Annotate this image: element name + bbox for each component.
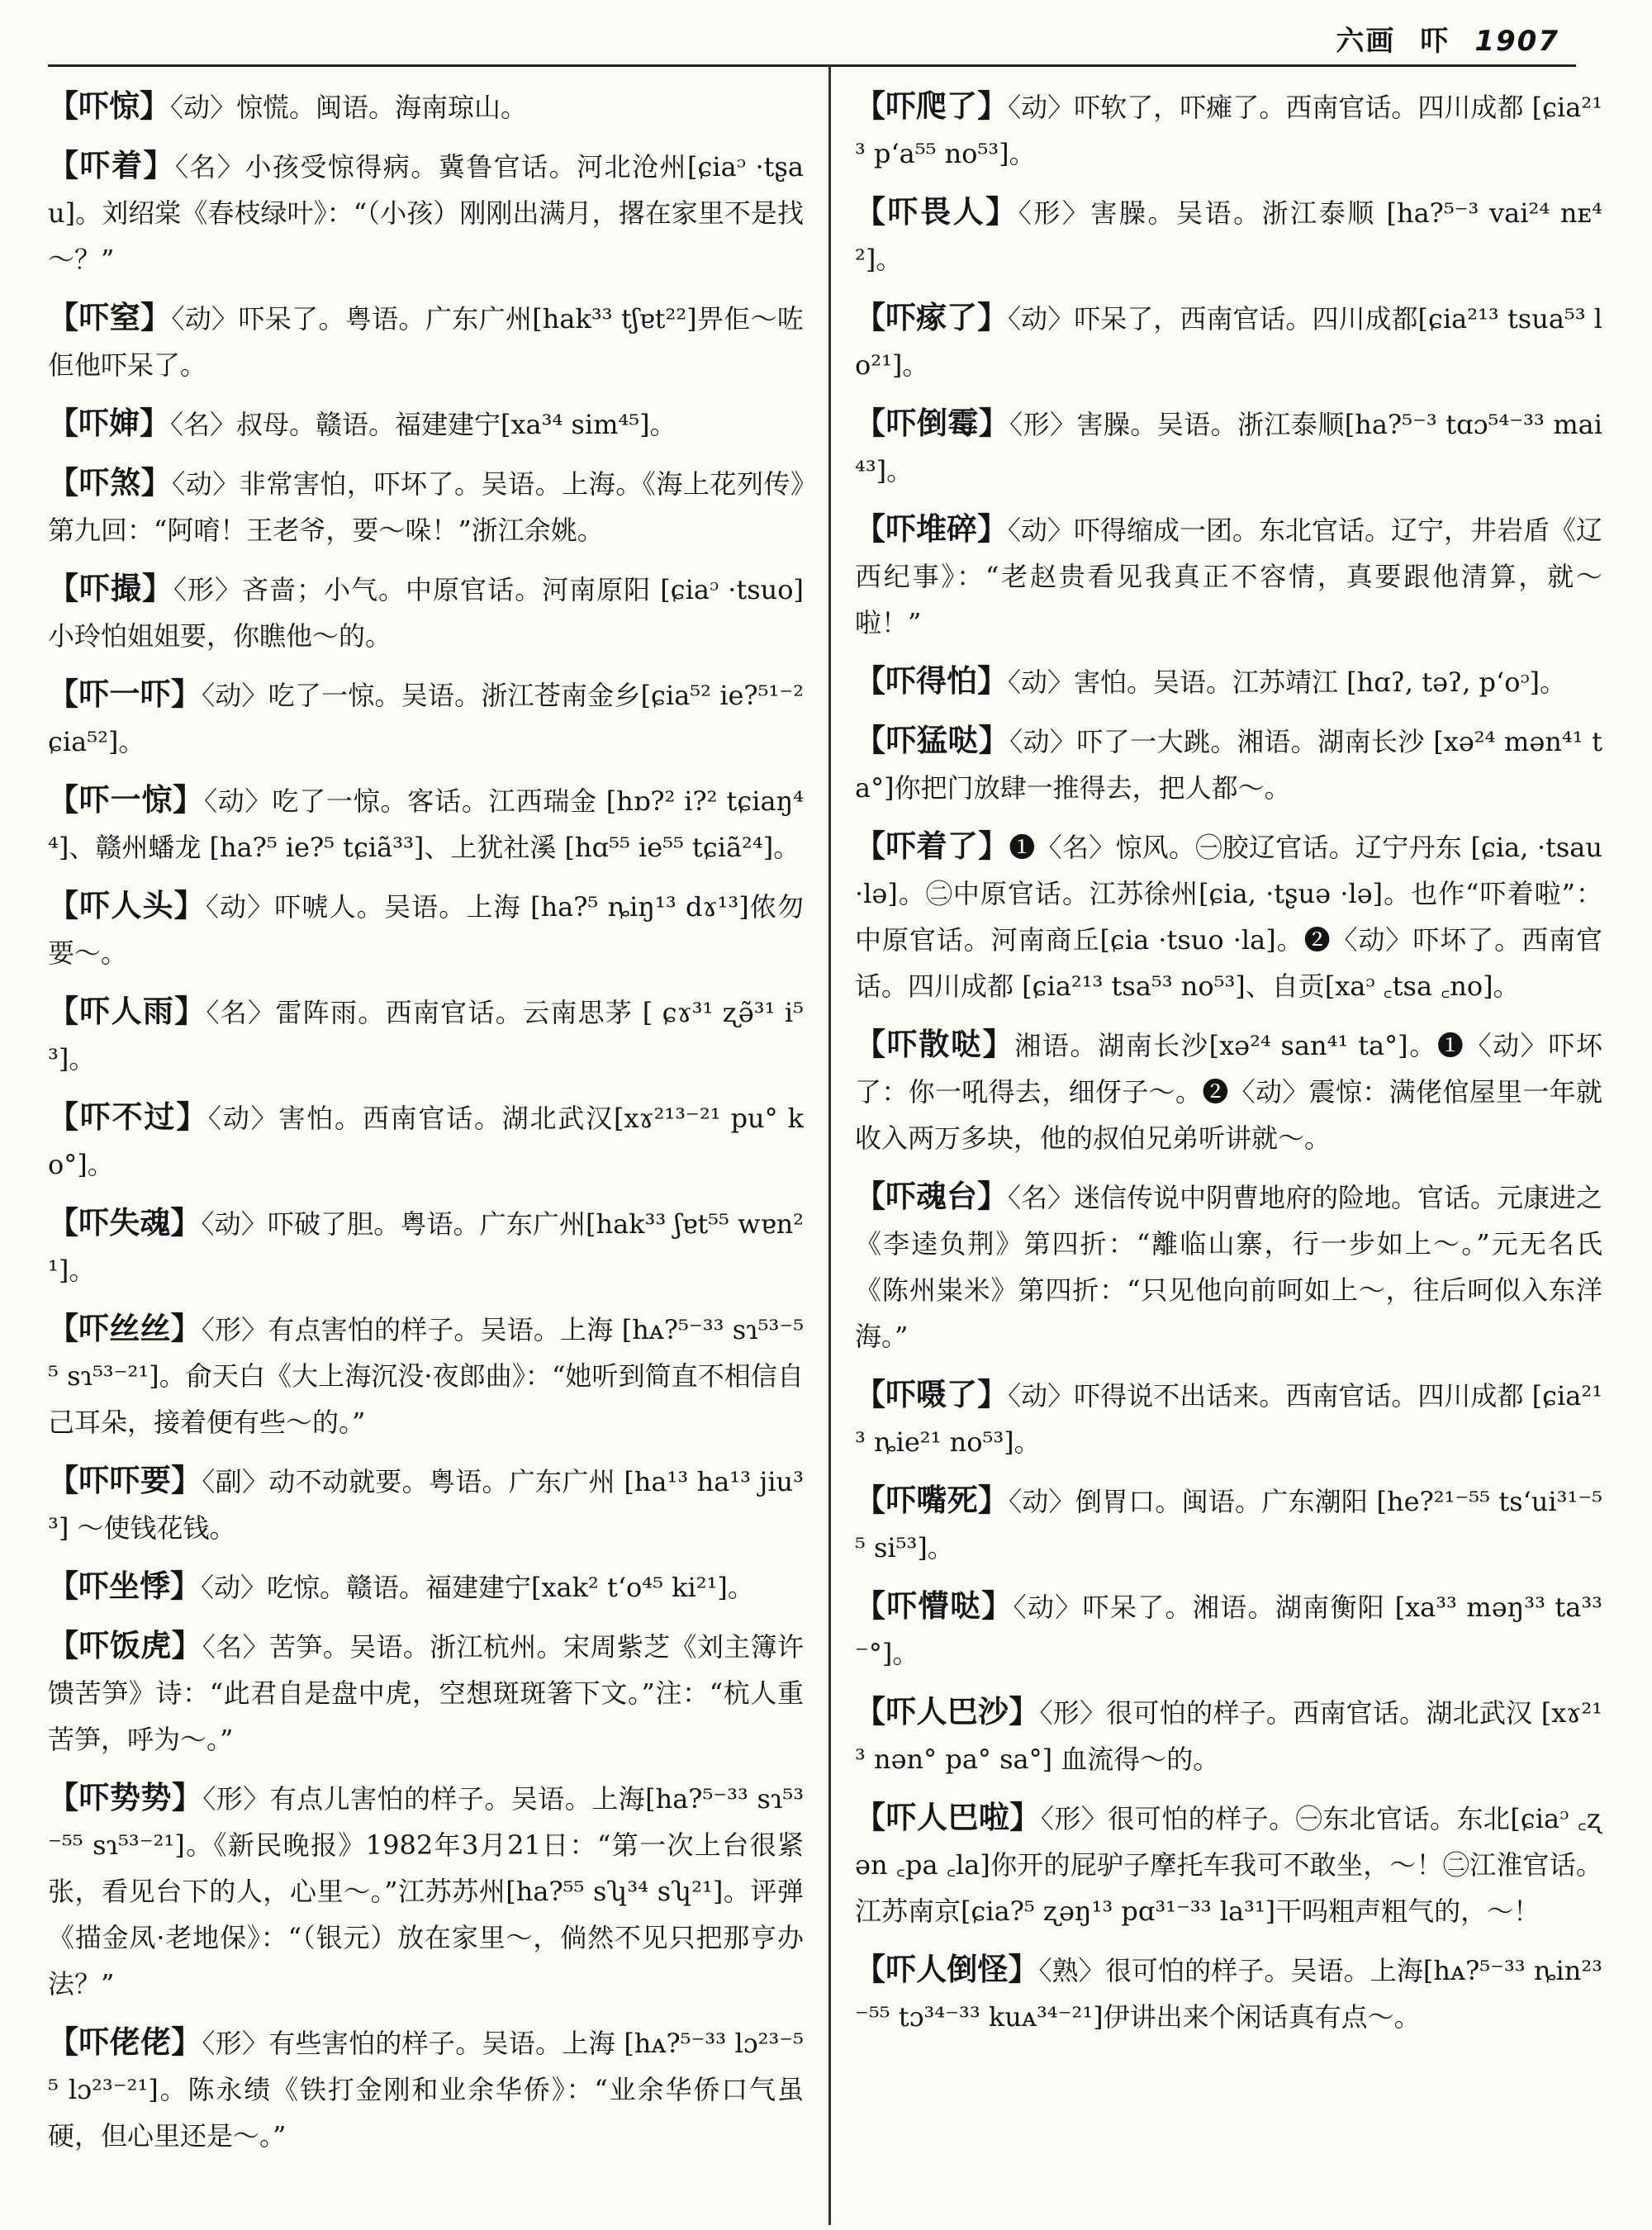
entry-headword: 【吓不过】 [48, 1098, 209, 1135]
left-column [48, 83, 804, 2213]
entry-headword: 【吓饭虎】 [48, 1627, 202, 1663]
dictionary-entry [855, 823, 1602, 1009]
header-char: 吓 [1420, 25, 1450, 58]
dictionary-entry [48, 400, 804, 448]
entry-definition: 〈动〉倒胃口。闽语。广东潮阳 [he?²¹⁻⁵⁵ ts‘ui³¹⁻⁵⁵ si⁵³]。 [855, 1486, 1602, 1563]
entry-definition: 〈形〉有些害怕的样子。吴语。上海 [hᴀ?⁵⁻³³ lɔ²³⁻⁵⁵ lɔ²³⁻²¹]。陈永绩《铁打金刚和业余华侨》：“业余华侨口气虽硬，但心里还是～。” [48, 2028, 804, 2152]
entry-headword: 【吓一惊】 [48, 781, 204, 818]
dictionary-entry [48, 776, 804, 871]
entry-headword: 【吓魂台】 [855, 1178, 1008, 1214]
entry-headword: 【吓丝丝】 [48, 1310, 202, 1346]
entry-headword: 【吓人头】 [48, 887, 206, 923]
entry-headword: 【吓人倒怪】 [855, 1951, 1039, 1987]
entry-headword: 【吓散哒】 [855, 1026, 1015, 1062]
entry-definition: 〈动〉惊慌。闽语。海南琼山。 [170, 92, 528, 123]
entry-headword: 【吓窒】 [48, 299, 172, 335]
dictionary-entry [855, 294, 1602, 388]
entry-headword: 【吓堆碎】 [855, 510, 1008, 547]
entry-headword: 【吓懵哒】 [855, 1587, 1014, 1624]
entry-definition: 〈名〉雷阵雨。西南官话。云南思茅 [ ɕɤ³¹ ʐə̃³¹ i⁵³]。 [48, 997, 804, 1075]
entry-headword: 【吓嗫了】 [855, 1376, 1009, 1412]
entry-definition: 〈动〉吓呆了，西南官话。四川成都[ɕia²¹³ tsua⁵³ lo²¹]。 [855, 303, 1602, 381]
dictionary-entry [48, 988, 804, 1082]
entry-definition: 〈形〉很可怕的样子。西南官话。湖北武汉 [xɤ²¹³ nən° pa° sa°] 血流得～的。 [855, 1697, 1602, 1775]
entry-definition: 〈熟〉很可怕的样子。吴语。上海[hᴀ?⁵⁻³³ ȵin²³⁻⁵⁵ tɔ³⁴⁻³³ kuᴀ³⁴⁻²¹]伊讲出来个闲话真有点～。 [855, 1955, 1602, 2033]
entry-headword: 【吓瘃了】 [855, 299, 1009, 335]
running-header [1336, 18, 1559, 59]
entry-definition: 〈名〉苦笋。吴语。浙江杭州。宋周紫芝《刘主簿许馈苦笋》诗：“此君自是盘中虎，空想斑斑箸下文。”注：“杭人重苦笋，呼为～。” [48, 1631, 804, 1755]
entry-definition: 〈动〉吓了一大跳。湘语。湖南长沙 [xə²⁴ mən⁴¹ ta°]你把门放肆一推得去，把人都～。 [855, 726, 1602, 804]
dictionary-entry [48, 83, 804, 130]
page-number: 1907 [1474, 25, 1559, 58]
entry-definition: 〈动〉吓唬人。吴语。上海 [ha?⁵ ȵiŋ¹³ dɤ¹³]侬勿要～。 [48, 891, 804, 969]
dictionary-entry [855, 1688, 1602, 1782]
entry-headword: 【吓着了】 [855, 828, 1009, 864]
dictionary-entry [48, 142, 804, 282]
entry-definition: 〈动〉害怕。吴语。江苏靖江 [hɑʔ, təʔ, p‘oᵓ]。 [1008, 667, 1567, 698]
entry-headword: 【吓爬了】 [855, 88, 1009, 124]
entry-definition: 湘语。湖南长沙[xə²⁴ san⁴¹ ta°]。❶〈动〉吓坏了：你一吼得去，细伢子～。❷〈动〉震惊：满佬倌屋里一年就收入两万多块，他的叔伯兄弟听讲就～。 [855, 1030, 1602, 1154]
entry-definition: 〈动〉吓破了胆。粤语。广东广州[hak³³ ʃɐt⁵⁵ wɐn²¹]。 [48, 1208, 804, 1286]
entry-headword: 【吓婶】 [48, 405, 170, 441]
dictionary-entry [48, 1774, 804, 2007]
entry-headword: 【吓嘴死】 [855, 1482, 1009, 1518]
entry-definition: ❶〈名〉惊风。㊀胶辽官话。辽宁丹东 [ɕia, ·tsau ·lə]。㊁中原官话。江苏徐州[ɕia, ·tʂuə ·lə]。也作“吓着啦”：中原官话。河南商丘[ɕia ·tsuo ·la]。❷〈动〉吓坏了。西南官话。四川成都 [ɕia²¹³ tsa⁵³ no⁵³]、自贡[xaᵓ ꜀tsa ꜀no]。 [855, 832, 1602, 1002]
dictionary-entry [48, 459, 804, 553]
entry-definition: 〈动〉吓得说不出话来。西南官话。四川成都 [ɕia²¹³ ȵie²¹ no⁵³]。 [855, 1380, 1602, 1458]
entry-definition: 〈名〉叔母。赣语。福建建宁[xa³⁴ sim⁴⁵]。 [170, 409, 676, 440]
entry-headword: 【吓吓要】 [48, 1462, 202, 1498]
entry-definition: 〈动〉非常害怕，吓坏了。吴语。上海。《海上花列传》第九回：“阿唷！王老爷，要～哚！”浙江余姚。 [48, 468, 804, 546]
entry-headword: 【吓得怕】 [855, 662, 1008, 699]
entry-definition: 〈动〉吃了一惊。吴语。浙江苍南金乡[ɕia⁵² ie?⁵¹⁻² ɕia⁵²]。 [48, 680, 804, 757]
dictionary-entry [48, 565, 804, 659]
entry-definition: 〈副〉动不动就要。粤语。广东广州 [ha¹³ ha¹³ jiu³³] ～使钱花钱。 [48, 1466, 804, 1544]
dictionary-entry [855, 83, 1602, 177]
dictionary-entry [855, 1946, 1602, 2040]
dictionary-entry [855, 717, 1602, 811]
dictionary-entry [855, 1173, 1602, 1359]
dictionary-entry [855, 1794, 1602, 1934]
entry-definition: 〈形〉吝啬；小气。中原官话。河南原阳 [ɕiaᵓ ·tsuo]小玲怕姐姐要，你瞧他～的。 [48, 574, 804, 652]
dictionary-entry [855, 400, 1602, 494]
entry-headword: 【吓人巴啦】 [855, 1799, 1041, 1835]
dictionary-entry [855, 1582, 1602, 1677]
entry-definition: 〈形〉有点害怕的样子。吴语。上海 [hᴀ?⁵⁻³³ sɿ⁵³⁻⁵⁵ sɿ⁵³⁻²¹]。俞天白《大上海沉没·夜郎曲》：“她听到简直不相信自己耳朵，接着便有些～的。” [48, 1314, 804, 1438]
entry-definition: 〈名〉迷信传说中阴曹地府的险地。官话。元康进之《李逵负荆》第四折：“離临山寨，行一步如上～。”元无名氏《陈州粜米》第四折：“只见他向前呵如上～，往后呵似入东洋海。” [855, 1182, 1602, 1352]
dictionary-entry [855, 505, 1602, 646]
entry-definition: 〈动〉吃了一惊。客话。江西瑞金 [hɒ?² i?² tɕiaŋ⁴⁴]、赣州蟠龙 [ha?⁵ ie?⁵ tɕiã³³]、上犹社溪 [hɑ⁵⁵ ie⁵⁵ tɕiã²⁴]。 [48, 785, 804, 863]
right-column [855, 83, 1602, 2213]
dictionary-entry [855, 1371, 1602, 1465]
dictionary-entry [48, 1199, 804, 1293]
entry-definition: 〈名〉小孩受惊得病。冀鲁官话。河北沧州[ɕiaᵓ ·tʂau]。刘绍棠《春枝绿叶》：“（小孩）刚刚出满月，撂在家里不是找～？” [48, 151, 804, 275]
entry-definition: 〈动〉吓得缩成一团。东北官话。辽宁，井岩盾《辽西纪事》：“老赵贵看见我真正不容情，真要跟他清算，就～啦！” [855, 515, 1602, 638]
dictionary-entry [48, 1622, 804, 1763]
dictionary-entry [48, 1563, 804, 1611]
dictionary-entry [855, 657, 1602, 705]
dictionary-entry [48, 294, 804, 388]
entry-definition: 〈形〉有点儿害怕的样子。吴语。上海[ha?⁵⁻³³ sɿ⁵³⁻⁵⁵ sɿ⁵³⁻²¹]。《新民晚报》1982年3月21日：“第一次上台很紧张，看见台下的人，心里～。”江苏苏州[ha?⁵⁵ sʮ³⁴ sʮ²¹]。评弹《描金凤·老地保》：“（银元）放在家里～，倘然不见只把那亨办法？” [48, 1783, 804, 2000]
dictionary-entry [48, 2019, 804, 2159]
entry-definition: 〈形〉害臊。吴语。浙江泰顺 [ha?⁵⁻³ vai²⁴ nᴇ⁴²]。 [855, 197, 1602, 275]
entry-headword: 【吓猛哒】 [855, 722, 1010, 758]
entry-headword: 【吓人巴沙】 [855, 1693, 1040, 1729]
entry-headword: 【吓着】 [48, 147, 175, 183]
header-section: 六画 [1336, 25, 1396, 58]
entry-headword: 【吓势势】 [48, 1779, 203, 1815]
entry-headword: 【吓惊】 [48, 88, 170, 124]
column-divider [828, 66, 831, 2225]
entry-definition: 〈形〉害臊。吴语。浙江泰顺[ha?⁵⁻³ tɑɔ⁵⁴⁻³³ mai⁴³]。 [855, 409, 1602, 486]
entry-definition: 〈形〉很可怕的样子。㊀东北官话。东北[ɕiaᵓ ꜀ʐən ꜀pa ꜀la]你开的屁驴子摩托车我可不敢坐，～！㊁江淮官话。江苏南京[ɕia?⁵ ʐəŋ¹³ pɑ³¹⁻³³ la³¹]干吗粗声粗气的，～！ [855, 1803, 1602, 1927]
dictionary-entry [48, 1094, 804, 1188]
entry-headword: 【吓撮】 [48, 570, 174, 606]
entry-headword: 【吓失魂】 [48, 1204, 202, 1241]
entry-definition: 〈动〉吃惊。赣语。福建建宁[xak² t‘o⁴⁵ ki²¹]。 [201, 1572, 754, 1603]
entry-definition: 〈动〉害怕。西南官话。湖北武汉[xɤ²¹³⁻²¹ pu° ko°]。 [48, 1103, 804, 1180]
header-rule [48, 64, 1576, 67]
dictionary-entry [855, 188, 1602, 282]
entry-headword: 【吓畏人】 [855, 193, 1018, 230]
entry-headword: 【吓坐悸】 [48, 1568, 201, 1604]
entry-definition: 〈动〉吓呆了。湘语。湖南衡阳 [xa³³ məŋ³³ ta³³⁻°]。 [855, 1592, 1602, 1669]
dictionary-entry [855, 1021, 1602, 1161]
dictionary-entry [48, 671, 804, 765]
entry-headword: 【吓倒霉】 [855, 405, 1010, 441]
entry-headword: 【吓一吓】 [48, 676, 202, 712]
entry-headword: 【吓煞】 [48, 464, 173, 501]
entry-definition: 〈动〉吓软了，吓瘫了。西南官话。四川成都 [ɕia²¹³ p‘a⁵⁵ no⁵³]。 [855, 92, 1602, 169]
dictionary-entry [48, 882, 804, 976]
entry-definition: 〈动〉吓呆了。粤语。广东广州[hak³³ tʃɐt²²]畀佢～咗佢他吓呆了。 [48, 303, 804, 381]
dictionary-entry [48, 1457, 804, 1551]
entry-headword: 【吓人雨】 [48, 993, 206, 1029]
dictionary-entry [48, 1305, 804, 1445]
dictionary-entry [855, 1477, 1602, 1571]
entry-headword: 【吓佬佬】 [48, 2024, 202, 2060]
